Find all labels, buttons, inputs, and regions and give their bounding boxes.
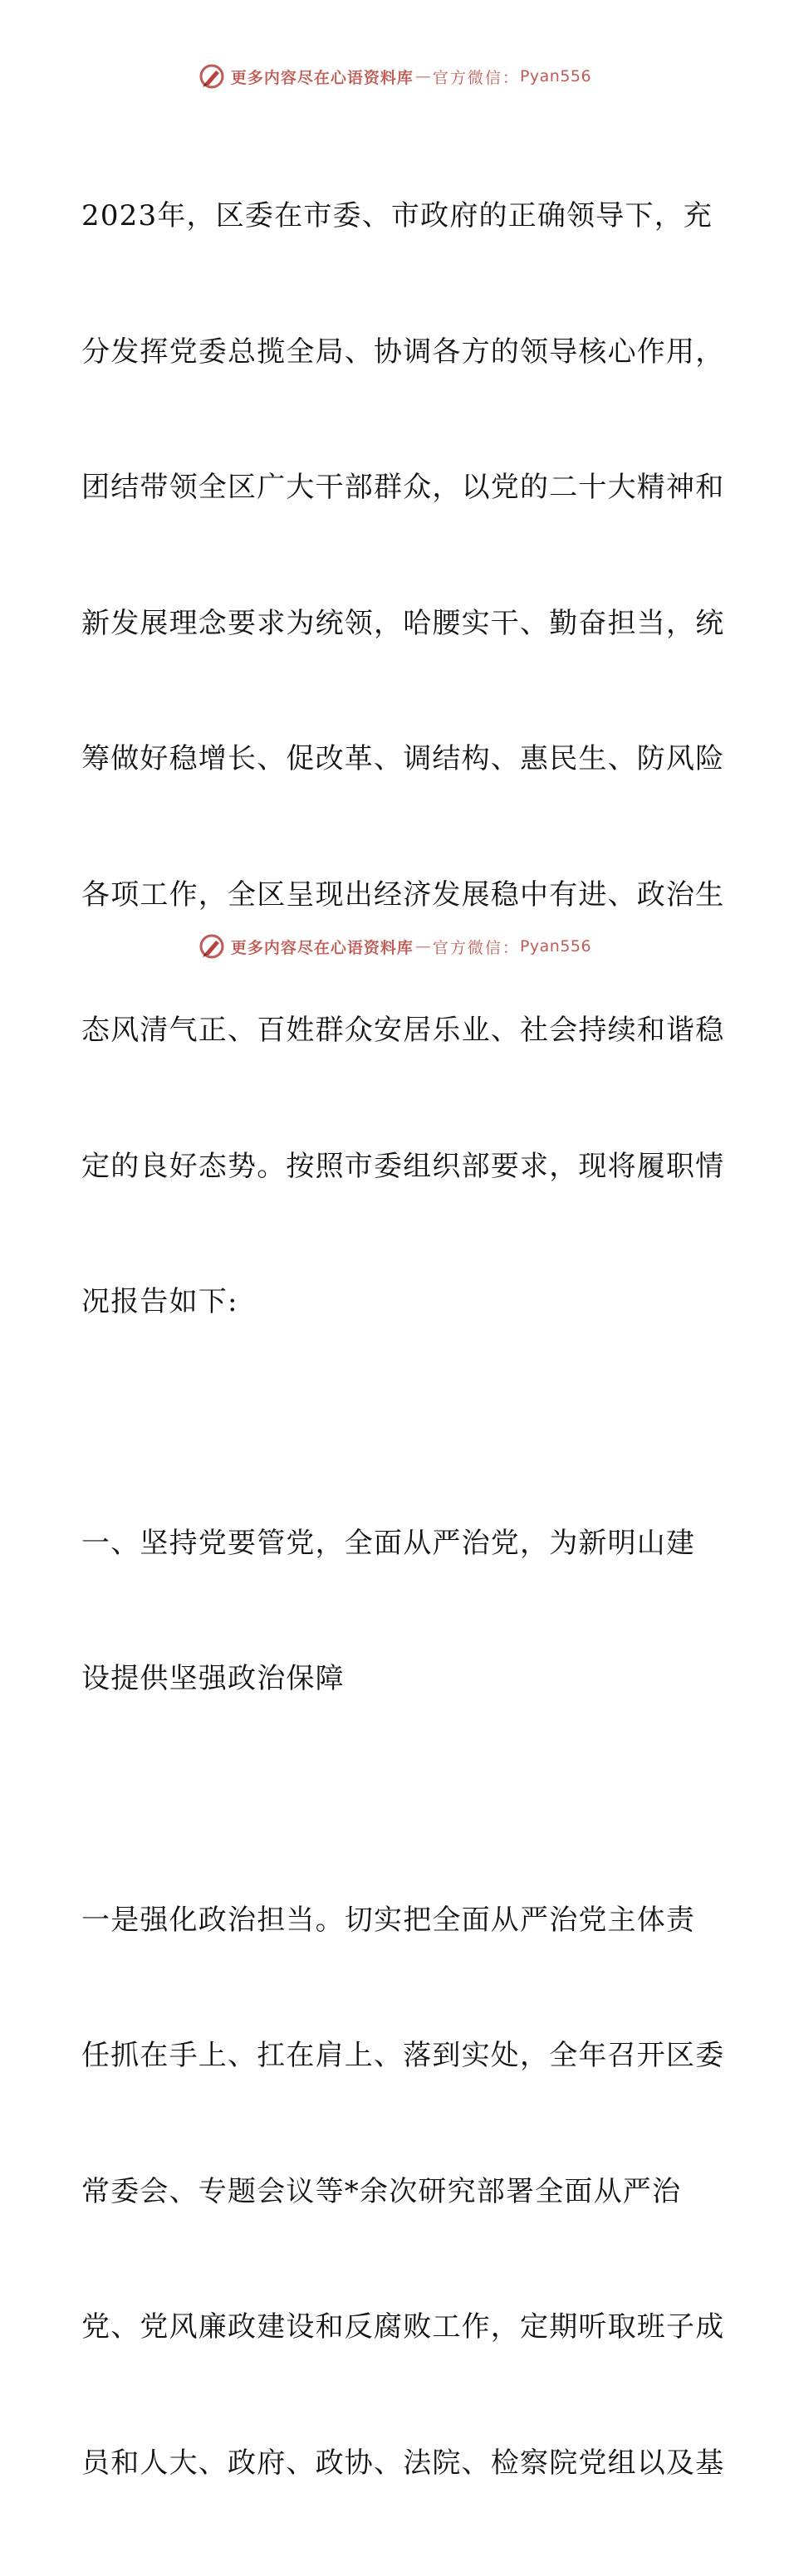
text-line: 党、党风廉政建设和反腐败工作，定期听取班子成	[81, 2305, 721, 2350]
paragraph-gap	[81, 1415, 721, 1430]
header-watermark	[0, 60, 789, 93]
text-line: 新发展理念要求为统领，哈腰实干、勤奋担当，统	[81, 601, 721, 647]
watermark-wechat-label: 官方微信：	[433, 936, 520, 958]
document-body	[81, 103, 721, 2576]
intro-paragraph	[81, 103, 721, 1415]
watermark-wechat-label: 官方微信：	[433, 66, 520, 88]
watermark-dash: —	[415, 67, 431, 86]
text-line: 分发挥党委总揽全局、协调各方的领导核心作用，	[81, 330, 721, 375]
section-heading	[81, 1430, 721, 1792]
text-line: 况报告如下:	[81, 1279, 721, 1325]
watermark-dash: —	[415, 937, 431, 956]
watermark-main-text: 更多内容尽在心语资料库	[231, 936, 414, 958]
text-line: 设提供坚强政治保障	[81, 1656, 721, 1702]
text-line: 一、坚持党要管党，全面从严治党，为新明山建	[81, 1521, 721, 1567]
footer-watermark	[0, 930, 789, 963]
text-line: 员和人大、政府、政协、法院、检察院党组以及基	[81, 2441, 721, 2486]
text-line: 团结带领全区广大干部群众，以党的二十大精神和	[81, 465, 721, 511]
watermark-main-text: 更多内容尽在心语资料库	[231, 66, 414, 88]
text-line: 一是强化政治担当。切实把全面从严治党主体责	[81, 1898, 721, 1943]
paragraph-gap	[81, 1792, 721, 1807]
text-line: 常委会、专题会议等*余次研究部署全面从严治	[81, 2169, 721, 2215]
watermark-wechat-id: Pyan556	[520, 67, 591, 86]
text-line: 2023年，区委在市委、市政府的正确领导下，充	[81, 193, 721, 239]
pen-logo-icon	[198, 932, 226, 961]
watermark-wechat-id: Pyan556	[520, 937, 591, 956]
text-line: 态风清气正、百姓群众安居乐业、社会持续和谐稳	[81, 1008, 721, 1053]
pen-logo-icon	[198, 62, 226, 90]
point-paragraph	[81, 1807, 721, 2576]
text-line: 定的良好态势。按照市委组织部要求，现将履职情	[81, 1144, 721, 1190]
text-line: 各项工作，全区呈现出经济发展稳中有进、政治生	[81, 873, 721, 918]
text-line: 任抓在手上、扛在肩上、落到实处，全年召开区委	[81, 2033, 721, 2079]
text-line: 筹做好稳增长、促改革、调结构、惠民生、防风险	[81, 736, 721, 782]
